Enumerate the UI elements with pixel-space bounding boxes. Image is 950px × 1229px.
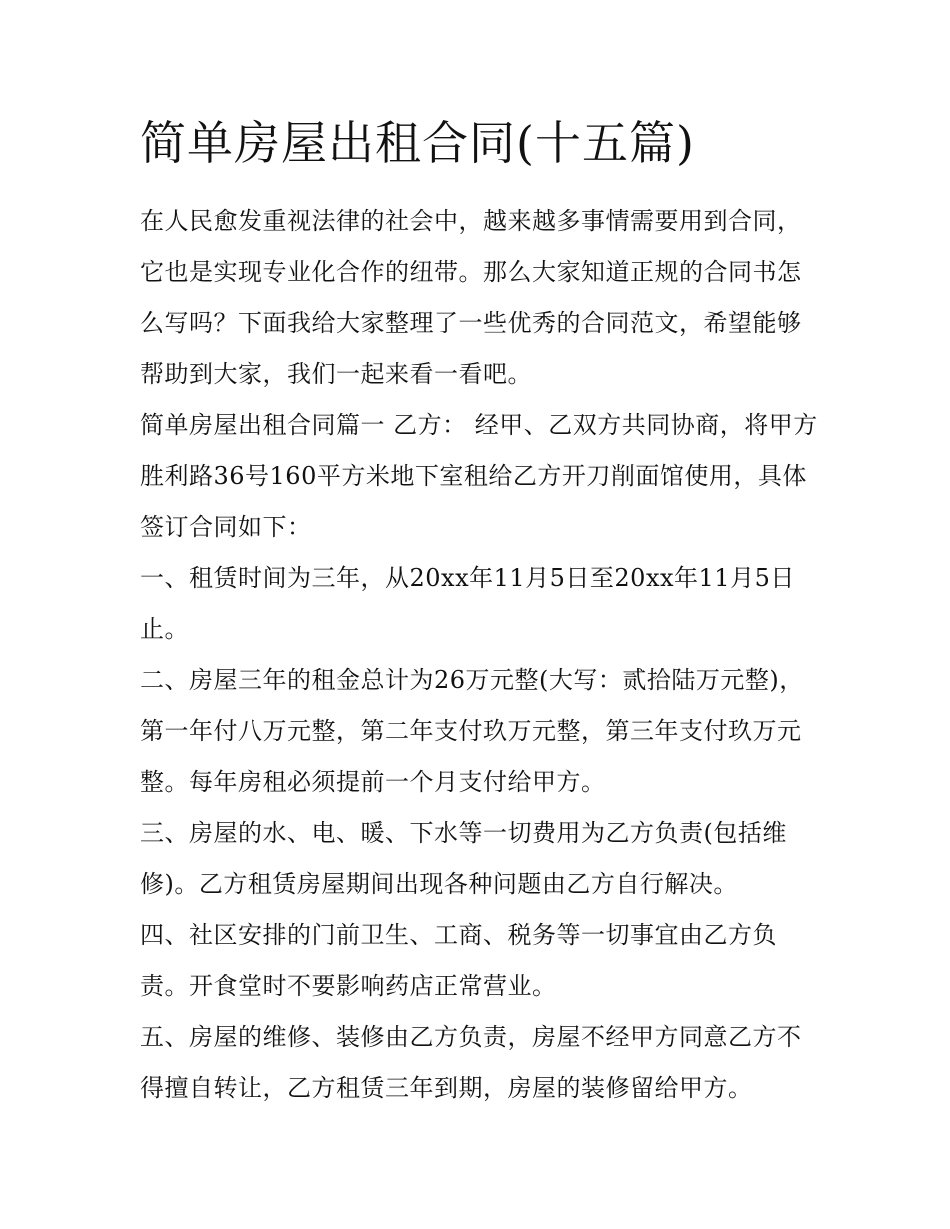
clause-1: 一、租赁时间为三年，从20xx年11月5日至20xx年11月5日止。 bbox=[140, 564, 795, 643]
document-page bbox=[140, 112, 820, 1114]
contract-preamble: 简单房屋出租合同篇一 乙方： 经甲、乙双方共同协商，将甲方胜利路36号160平方米地下室租给乙方开刀削面馆使用，具体签订合同如下： bbox=[140, 411, 818, 541]
clause-2: 二、房屋三年的租金总计为26万元整(大写：贰拾陆万元整)，第一年付八万元整，第二年支付玖万元整，第三年支付玖万元整。每年房租必须提前一个月支付给甲方。 bbox=[140, 666, 804, 796]
document-title: 简单房屋出租合同(十五篇) bbox=[140, 116, 695, 170]
clause-4: 四、社区安排的门前卫生、工商、税务等一切事宜由乙方负责。开食堂时不要影响药店正常营业。 bbox=[140, 921, 777, 1000]
clause-3: 三、房屋的水、电、暖、下水等一切费用为乙方负责(包括维修)。乙方租赁房屋期间出现各种问题由乙方自行解决。 bbox=[140, 819, 787, 898]
clause-5: 五、房屋的维修、装修由乙方负责，房屋不经甲方同意乙方不得擅自转让，乙方租赁三年到期，房屋的装修留给甲方。 bbox=[140, 1023, 802, 1102]
intro-paragraph: 在人民愈发重视法律的社会中，越来越多事情需要用到合同，它也是实现专业化合作的纽带。那么大家知道正规的合同书怎么写吗？下面我给大家整理了一些优秀的合同范文，希望能够帮助到大家，我们一起来看一看吧。 bbox=[140, 207, 802, 388]
